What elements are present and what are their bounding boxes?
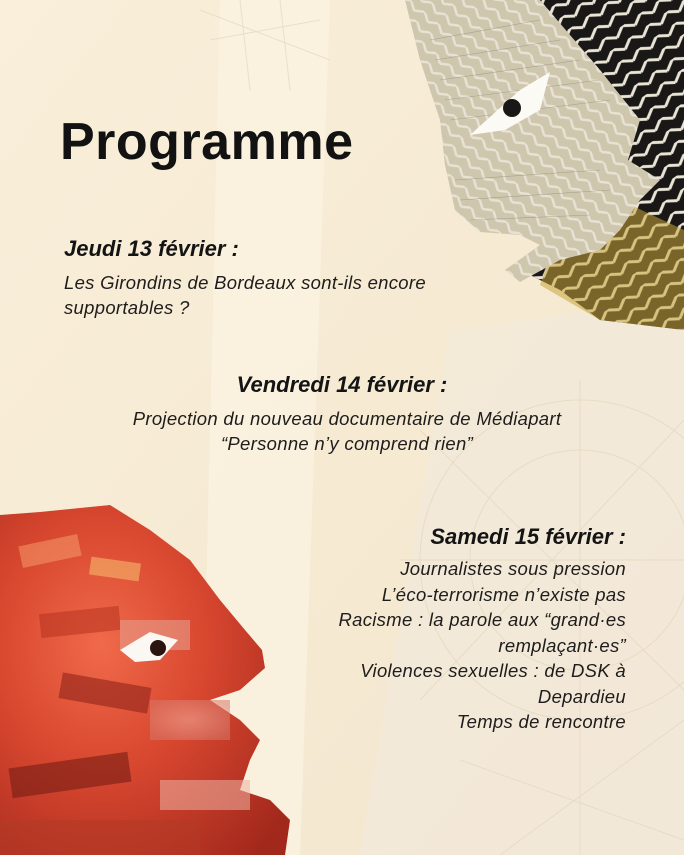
list-item: Temps de rencontre [456, 711, 626, 732]
day-heading-thursday: Jeudi 13 février : [64, 236, 239, 261]
event-line: Les Girondins de Bordeaux sont-ils encore [64, 272, 426, 293]
list-item: Journalistes sous pression [400, 558, 626, 579]
event-description-thursday [64, 270, 504, 320]
event-line: “Personne n’y comprend rien” [220, 433, 474, 454]
list-item: Racisme : la parole aux “grand·es [338, 609, 626, 630]
list-item: Violences sexuelles : de DSK à [360, 660, 626, 681]
event-line: Projection du nouveau documentaire de Médiapart [132, 408, 562, 429]
event-description-friday [0, 406, 684, 456]
event-line: supportables ? [64, 297, 190, 318]
event-list-saturday [266, 556, 626, 735]
list-item: remplaçant·es” [498, 634, 626, 656]
list-item: Depardieu [537, 685, 626, 707]
day-heading-saturday: Samedi 15 février : [430, 524, 626, 549]
list-item: L’éco-terrorisme n’existe pas [381, 583, 626, 605]
page-title: Programme [60, 113, 354, 171]
day-heading-friday: Vendredi 14 février : [236, 372, 448, 397]
